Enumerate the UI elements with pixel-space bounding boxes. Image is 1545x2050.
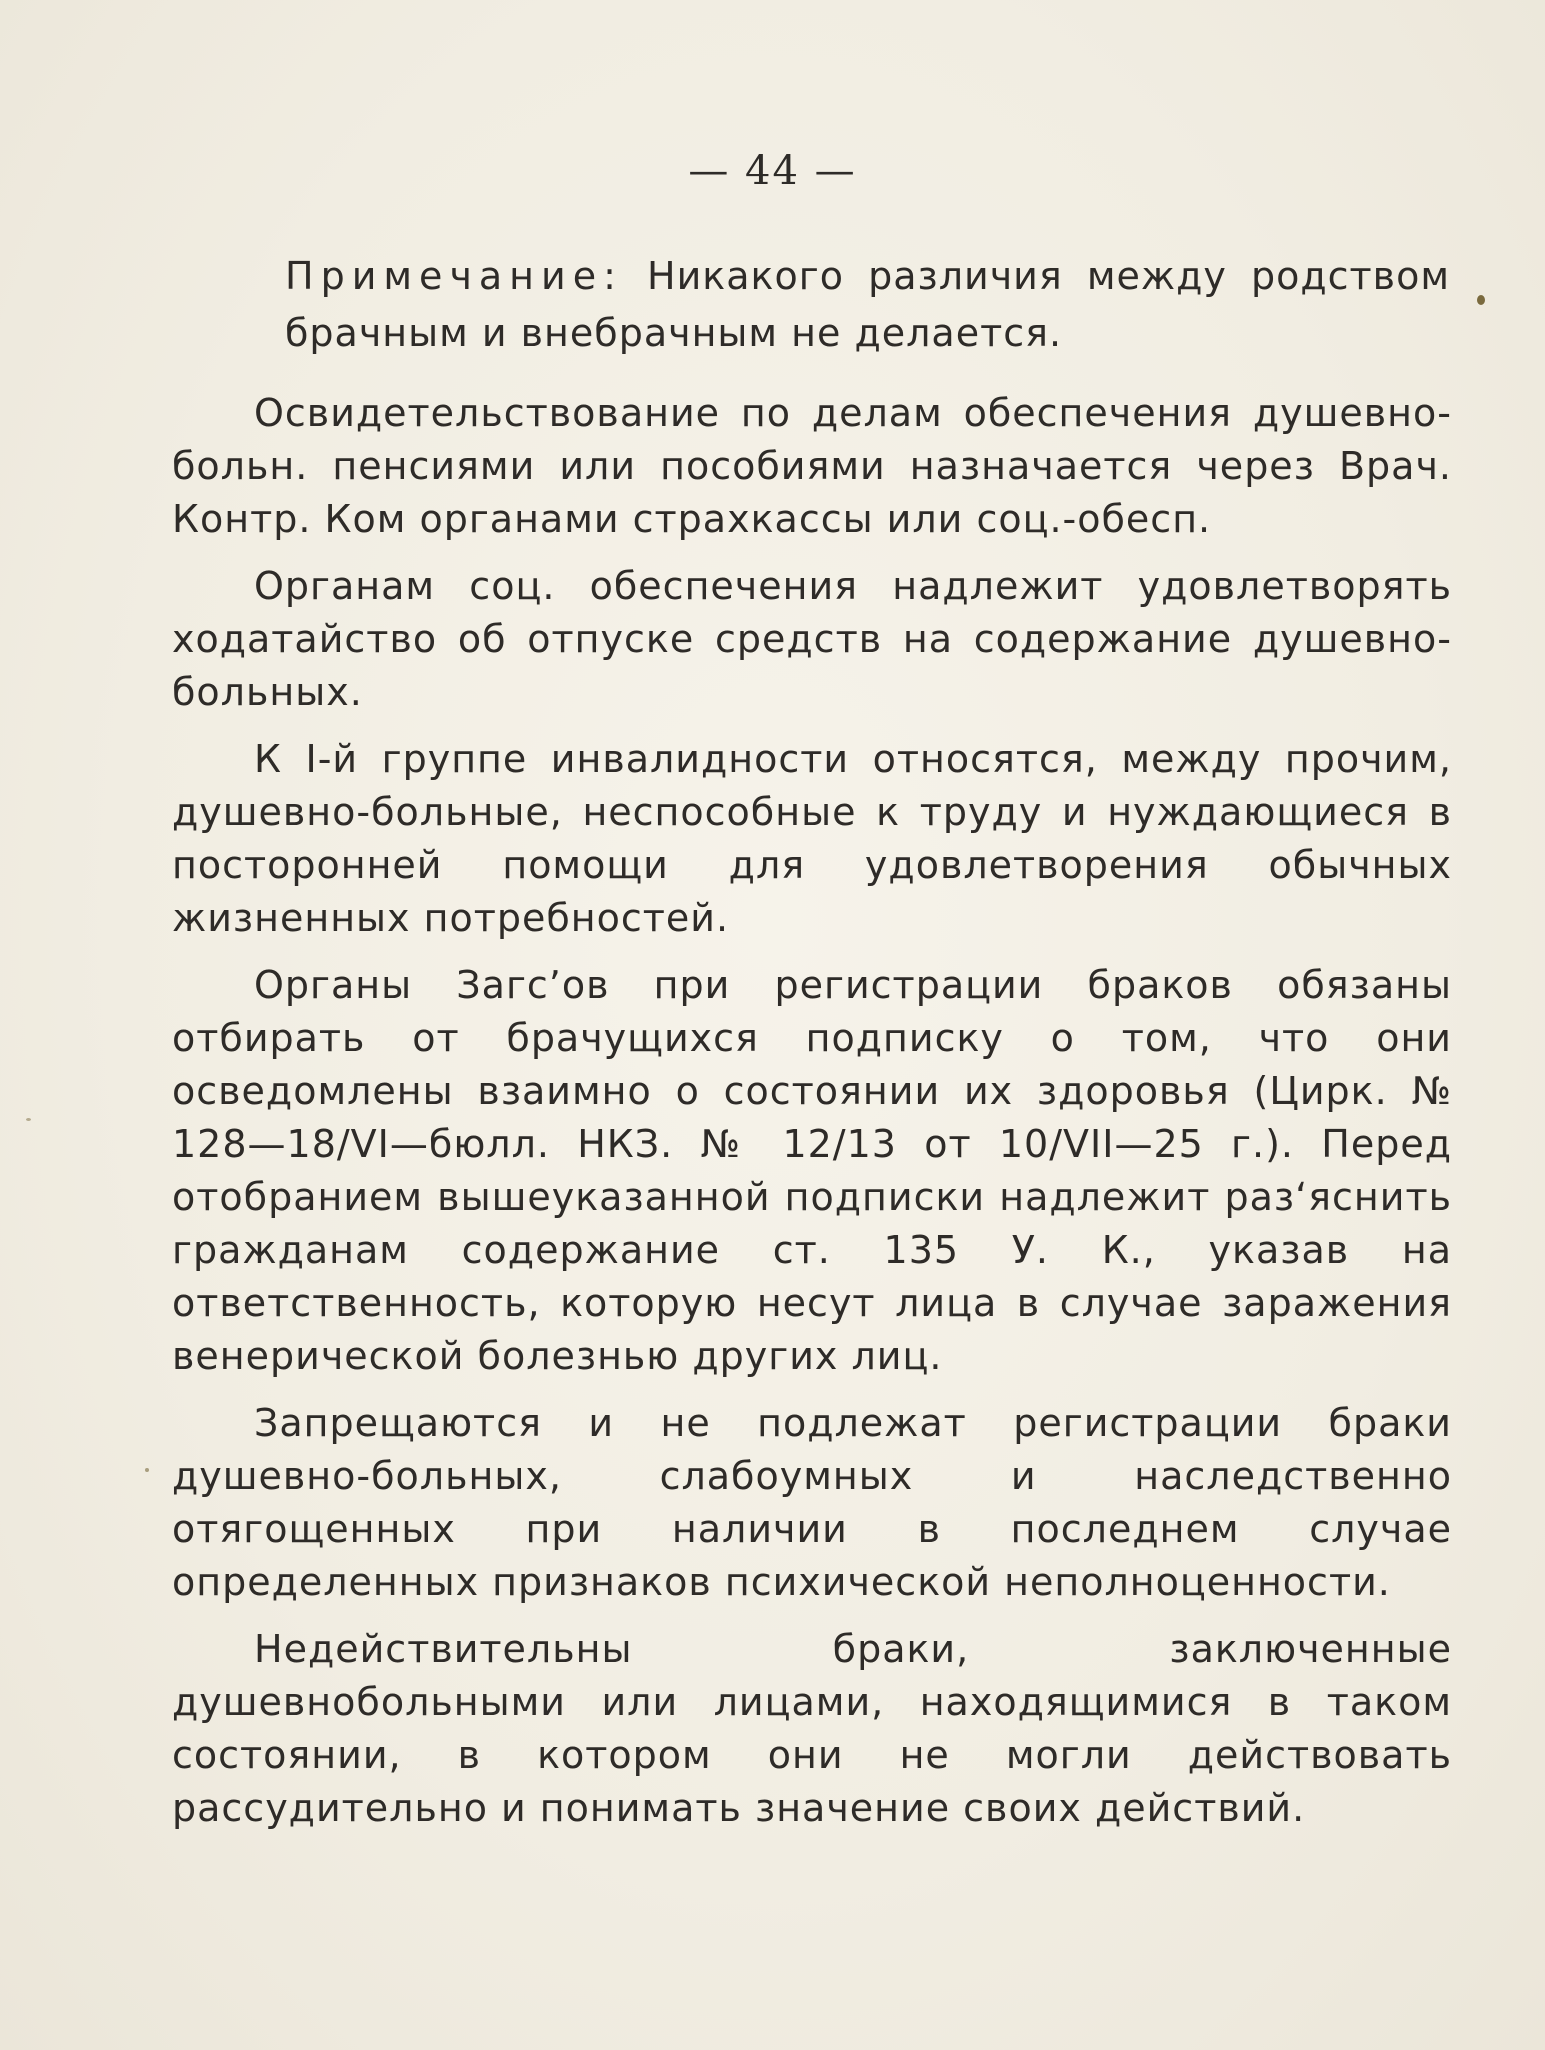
page-number: — 44 —: [688, 148, 857, 194]
paragraph-invalid-marriages: Недействительны браки, заключенные душевнобольными или лицами, находящимися в таком состоянии, в котором они не могли действовать рассудительно и понимать значение своих действий.: [172, 1627, 1452, 1830]
note-text: Никакого различия между родством брачным и внебрачным не делается.: [285, 254, 1450, 355]
ink-speck: [145, 1468, 149, 1472]
ink-speck: [1477, 295, 1485, 305]
paragraph-prohibited-marriages: Запрещаются и не подлежат регистрации браки душевно-больных, слабоумных и наследственно отягощенных при наличии в последнем случае определенных признаков психической неполноценности.: [172, 1401, 1452, 1604]
ink-speck: [26, 1118, 31, 1121]
note-label: Примечание:: [285, 254, 623, 298]
paragraph-examination: Освидетельствование по делам обеспечения душевно-больн. пенсиями или пособиями назначается через Врач. Контр. Ком органами страхкассы или соц.-обесп.: [172, 391, 1452, 541]
body-text: [172, 387, 1452, 1849]
paragraph-zags-registration: Органы Загс’ов при регистрации браков обязаны отбирать от брачущихся подписку о том, что они осведомлены взаимно о состоянии их здоровья (Цирк. № 128—18/VI—бюлл. НКЗ. № 12/13 от 10/VII—25 г.). Перед отобранием вышеуказанной подписки надлежит раз‘яснить гражданам содержание ст. 135 У. К., указав на ответственность, которую несут лица в случае заражения венерической болезнью других лиц.: [172, 963, 1452, 1378]
paragraph-social-security: Органам соц. обеспечения надлежит удовлетворять ходатайство об отпуске средств на содержание душевно-больных.: [172, 564, 1452, 714]
paragraph-disability-group: К I-й группе инвалидности относятся, между прочим, душевно-больные, неспособные к труду и нуждающиеся в посторонней помощи для удовлетворения обычных жизненных потребностей.: [172, 737, 1452, 940]
note-paragraph: [285, 248, 1450, 362]
